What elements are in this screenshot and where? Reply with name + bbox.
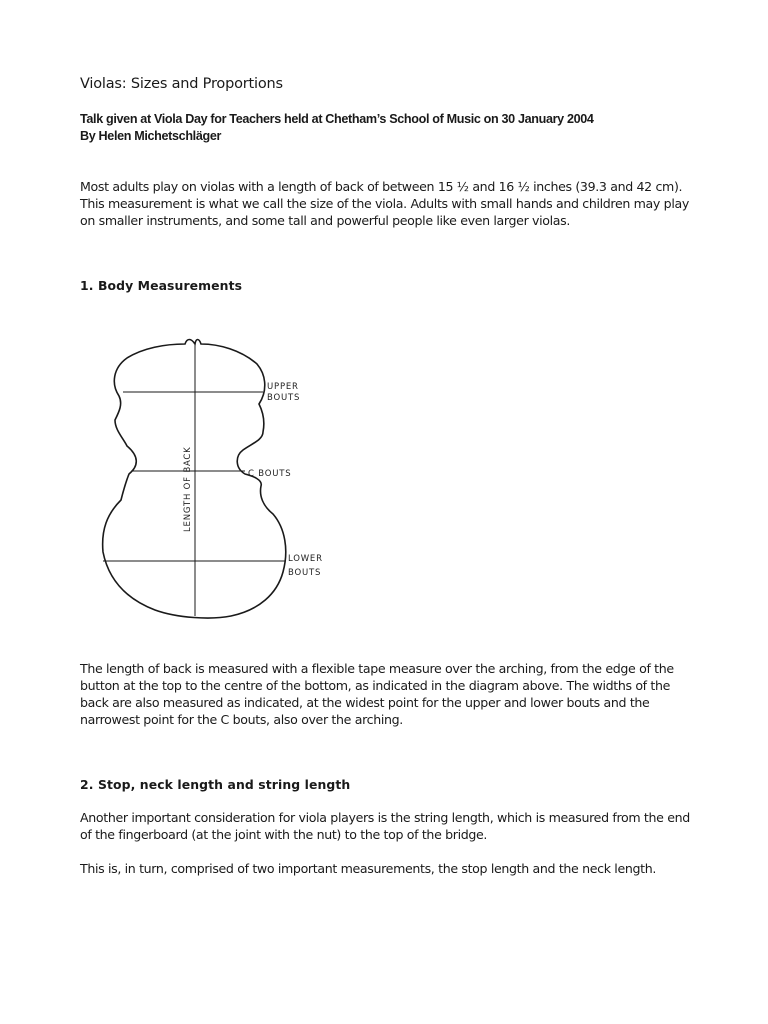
length-of-back-label: LENGTH OF BACK	[183, 446, 193, 532]
author-line: By Helen Michetschläger	[80, 129, 222, 143]
talk-subtitle	[80, 111, 720, 145]
upper-bouts-label: UPPER	[267, 382, 299, 392]
talk-line: Talk given at Viola Day for Teachers held at Chetham’s School of Music on 30 January 2004	[80, 112, 594, 126]
lower-bouts-label: BOUTS	[288, 568, 322, 578]
intro-paragraph: Most adults play on violas with a length of back of between 15 ½ and 16 ½ inches (39.3 and 42 cm). This measurement is what we call the size of the viola. Adults with small hands and children may play on smaller instruments, and some tall and powerful people like even larger violas.	[80, 179, 689, 228]
c-bouts-label: C BOUTS	[248, 469, 292, 479]
comprised-paragraph: This is, in turn, comprised of two important measurements, the stop length and the neck length.	[80, 861, 656, 876]
viola-outline-figure	[95, 332, 355, 632]
measurement-paragraph: The length of back is measured with a flexible tape measure over the arching, from the edge of the button at the top to the centre of the bottom, as indicated in the diagram above. The widths of the back are also measured as indicated, at the widest point for the upper and lower bouts and the narrowest point for the C bouts, also over the arching.	[80, 661, 674, 727]
section-heading-string-length: 2. Stop, neck length and string length	[80, 777, 351, 792]
section-heading-body-measurements: 1. Body Measurements	[80, 278, 243, 293]
viola-body-diagram	[95, 332, 355, 632]
document-title: Violas: Sizes and Proportions	[80, 76, 283, 92]
string-length-paragraph: Another important consideration for viola players is the string length, which is measured from the end of the fingerboard (at the joint with the nut) to the top of the bridge.	[80, 810, 690, 842]
upper-bouts-label: BOUTS	[267, 393, 301, 403]
lower-bouts-label: LOWER	[288, 554, 323, 564]
